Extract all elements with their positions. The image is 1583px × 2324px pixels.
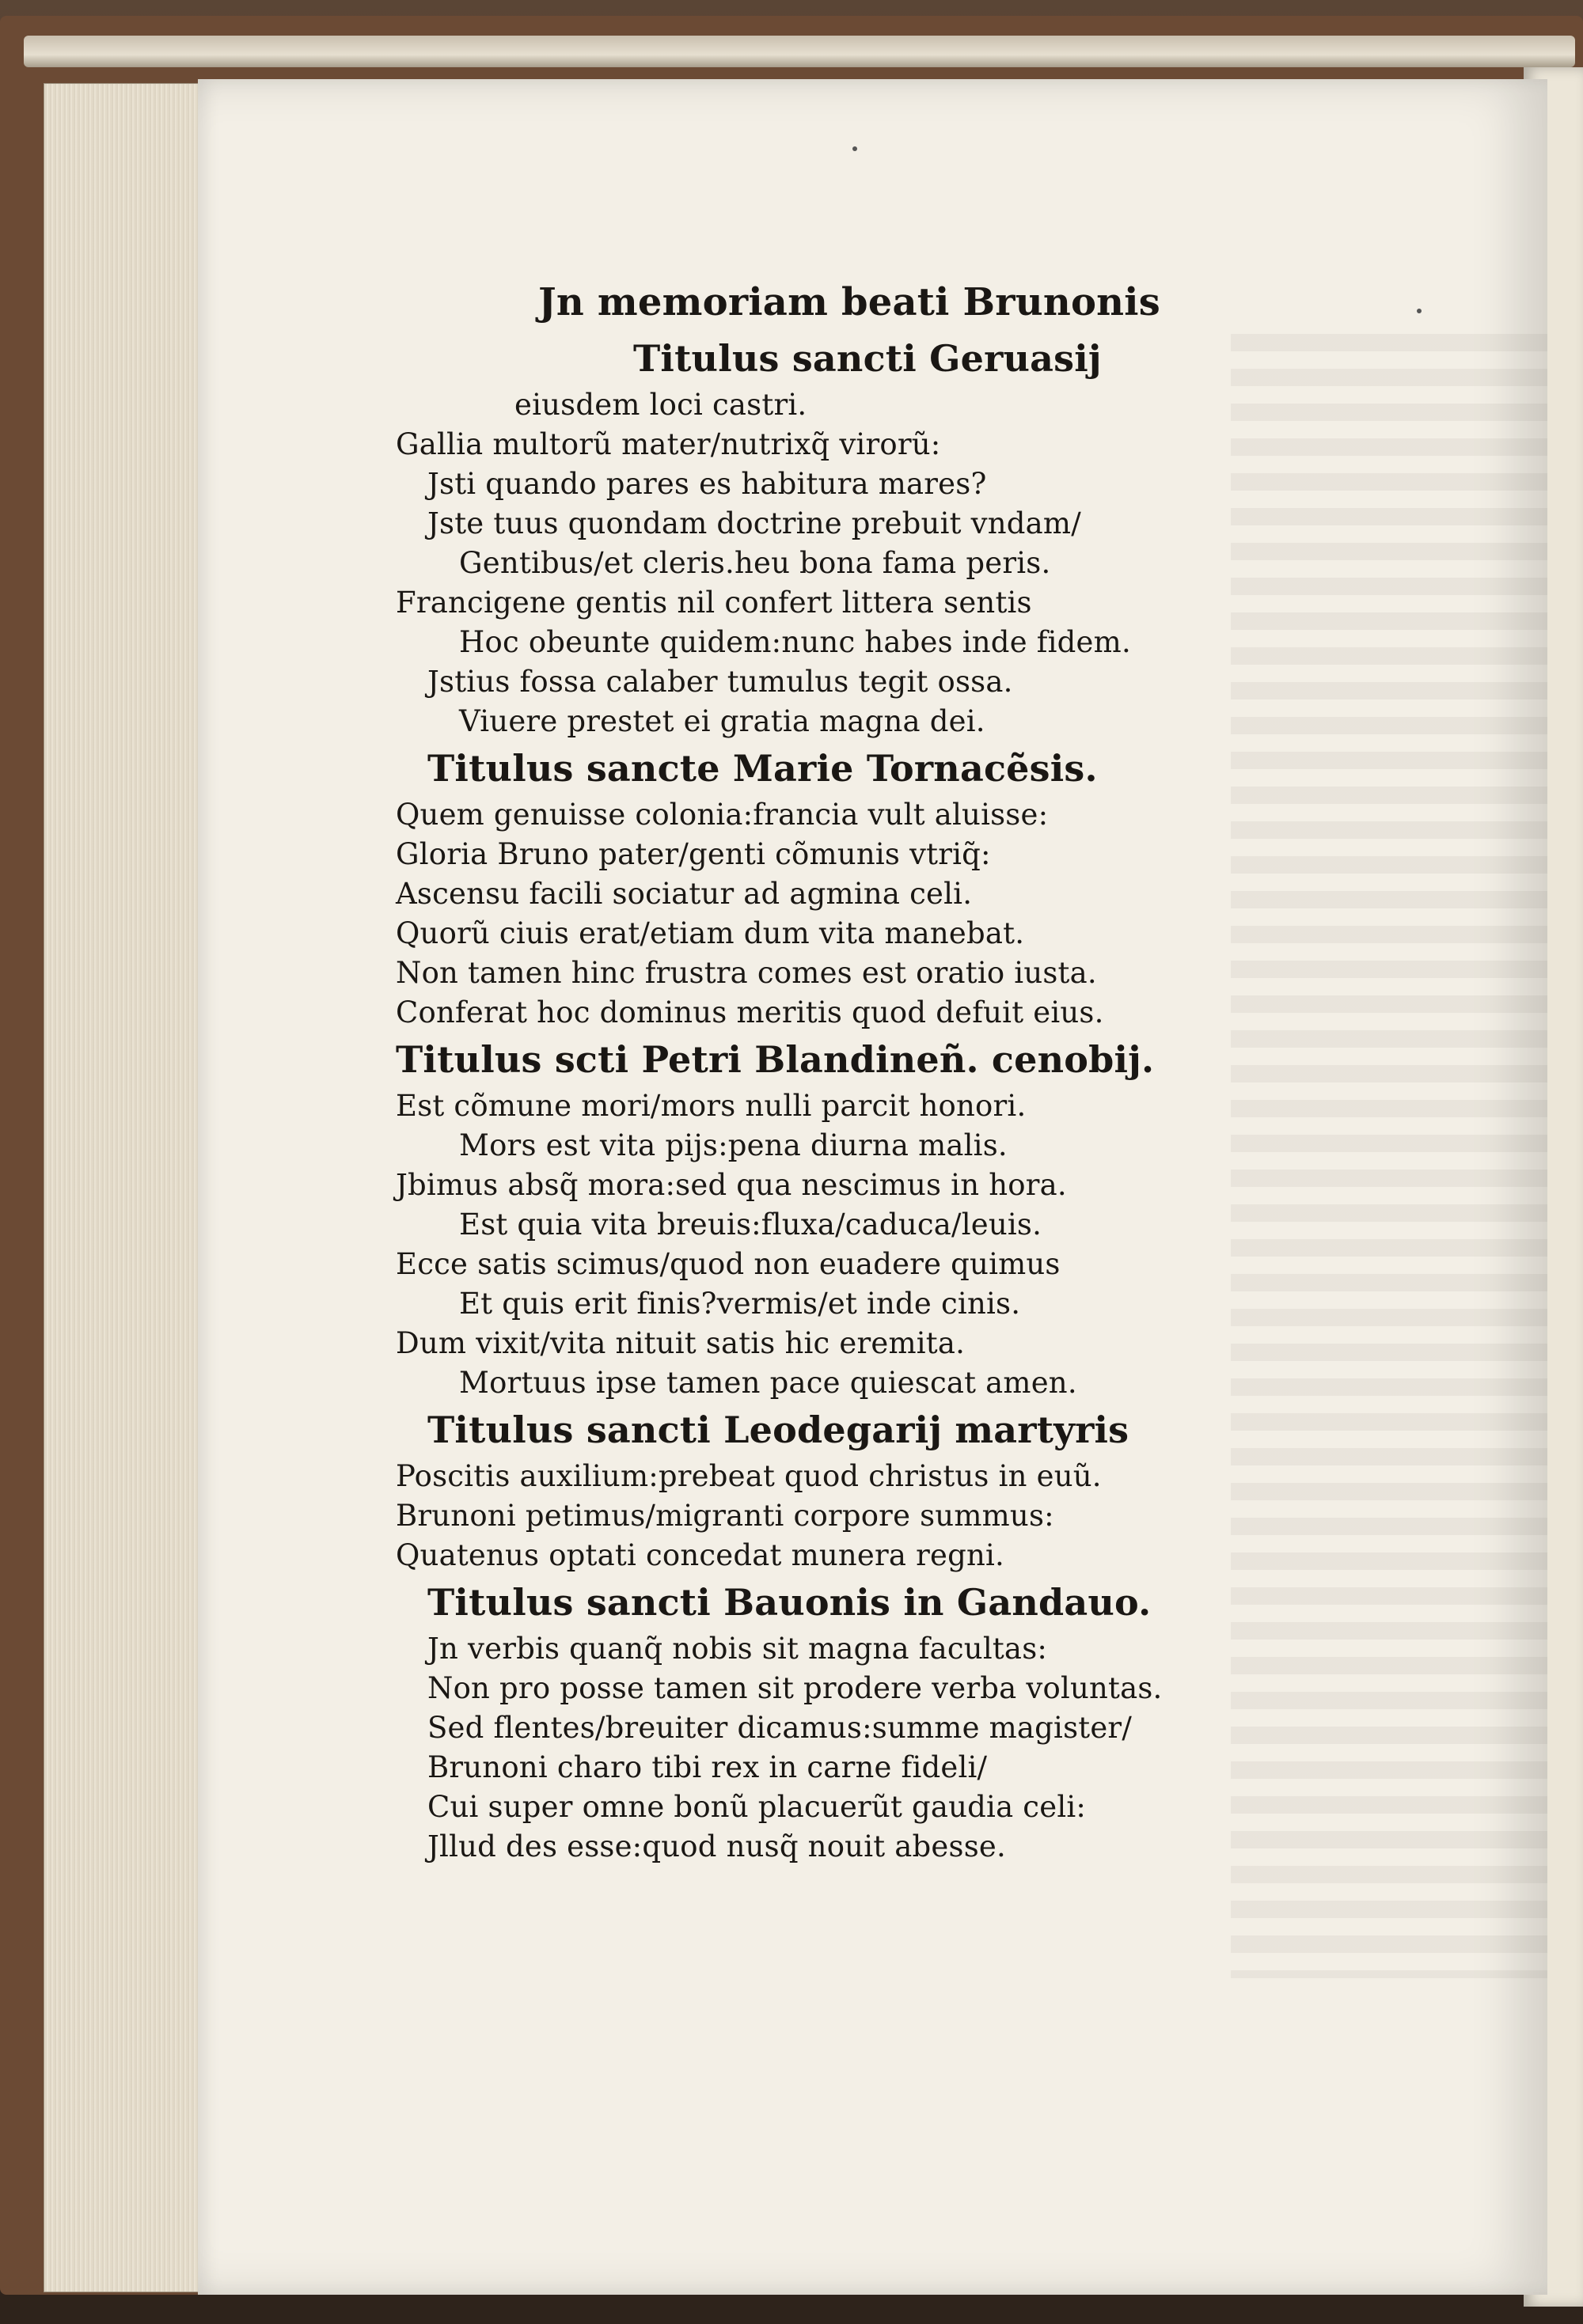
text-line: Gloria Bruno pater/genti cõmunis vtriq̃: bbox=[396, 837, 991, 871]
text-line: Jn verbis quanq̃ nobis sit magna facultas: bbox=[427, 1632, 1048, 1666]
text-line: eiusdem loci castri. bbox=[514, 388, 807, 422]
text-line: Jsti quando pares es habitura mares? bbox=[427, 467, 987, 501]
section-heading: Titulus sancti Leodegarij martyris bbox=[427, 1408, 1129, 1451]
book-page bbox=[198, 79, 1547, 2295]
text-line: Jstius fossa calaber tumulus tegit ossa. bbox=[427, 665, 1013, 699]
text-line: Jste tuus quondam doctrine prebuit vndam/ bbox=[427, 506, 1081, 540]
text-line: Est cõmune mori/mors nulli parcit honori. bbox=[396, 1089, 1027, 1123]
text-line: Et quis erit finis?vermis/et inde cinis. bbox=[459, 1287, 1021, 1321]
text-line: Viuere prestet ei gratia magna dei. bbox=[459, 704, 985, 738]
text-line: Ascensu facili sociatur ad agmina celi. bbox=[396, 877, 973, 911]
text-line: Ecce satis scimus/quod non euadere quimus bbox=[396, 1247, 1061, 1281]
text-line: Quatenus optati concedat munera regni. bbox=[396, 1538, 1005, 1572]
text-line: Sed flentes/breuiter dicamus:summe magister/ bbox=[427, 1711, 1132, 1745]
book-top-edge bbox=[24, 36, 1575, 67]
page-title: Jn memoriam beati Brunonis bbox=[538, 280, 1160, 324]
text-line: Conferat hoc dominus meritis quod defuit eius. bbox=[396, 995, 1104, 1029]
text-line: Francigene gentis nil confert littera sentis bbox=[396, 586, 1032, 620]
section-heading: Titulus sancte Marie Tornacẽsis. bbox=[427, 747, 1098, 790]
text-line: Poscitis auxilium:prebeat quod christus in euũ. bbox=[396, 1459, 1102, 1493]
text-line: Quem genuisse colonia:francia vult aluisse: bbox=[396, 798, 1049, 832]
ink-speck bbox=[1417, 309, 1422, 313]
text-line: Cui super omne bonũ placuerũt gaudia celi: bbox=[427, 1790, 1087, 1824]
text-line: Brunoni petimus/migranti corpore summus: bbox=[396, 1499, 1054, 1533]
text-line: Brunoni charo tibi rex in carne fideli/ bbox=[427, 1750, 988, 1784]
text-line: Gentibus/et cleris.heu bona fama peris. bbox=[459, 546, 1051, 580]
section-heading: Titulus scti Petri Blandineñ. cenobij. bbox=[396, 1038, 1155, 1081]
text-line: Mortuus ipse tamen pace quiescat amen. bbox=[459, 1366, 1077, 1400]
section-heading: Titulus sancti Geruasij bbox=[633, 337, 1102, 380]
book-fore-edge bbox=[44, 83, 203, 2292]
text-block bbox=[396, 273, 1377, 1998]
text-line: Dum vixit/vita nituit satis hic eremita. bbox=[396, 1326, 966, 1360]
text-line: Non pro posse tamen sit prodere verba voluntas. bbox=[427, 1671, 1163, 1705]
text-line: Jbimus absq̃ mora:sed qua nescimus in hora. bbox=[396, 1168, 1067, 1202]
text-line: Gallia multorũ mater/nutrixq̃ virorũ: bbox=[396, 427, 941, 461]
text-line: Est quia vita breuis:fluxa/caduca/leuis. bbox=[459, 1207, 1042, 1242]
text-line: Hoc obeunte quidem:nunc habes inde fidem. bbox=[459, 625, 1131, 659]
section-heading: Titulus sancti Bauonis in Gandauo. bbox=[427, 1581, 1152, 1624]
text-line: Non tamen hinc frustra comes est oratio iusta. bbox=[396, 956, 1097, 990]
text-line: Jllud des esse:quod nusq̃ nouit abesse. bbox=[427, 1829, 1006, 1863]
ink-speck bbox=[852, 146, 857, 151]
text-line: Quorũ ciuis erat/etiam dum vita manebat. bbox=[396, 916, 1025, 950]
text-line: Mors est vita pijs:pena diurna malis. bbox=[459, 1128, 1008, 1162]
